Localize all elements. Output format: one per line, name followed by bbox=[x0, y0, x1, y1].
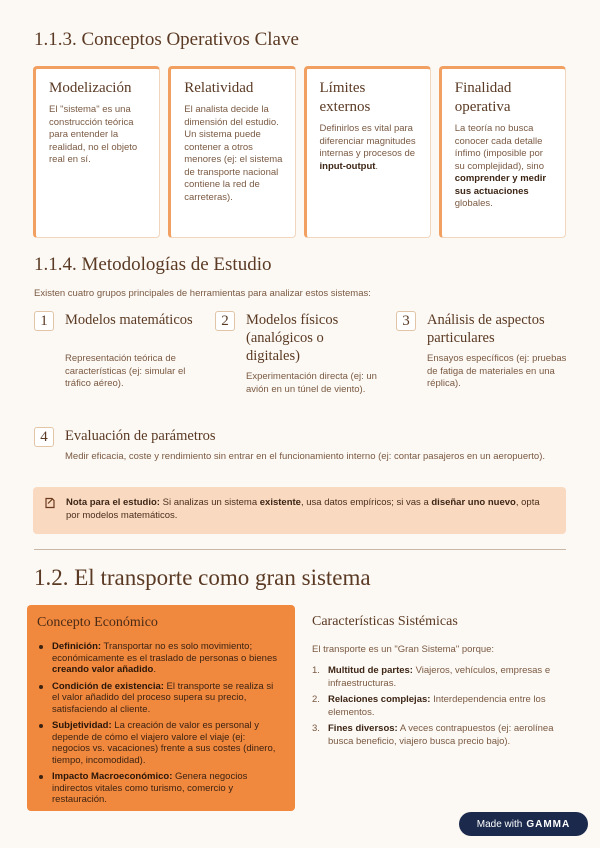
card-text: El analista decide la dimensión del estudio. Un sistema puede contener a otros menores (ej: el sistema de transporte nacional contiene la red de carreteras). bbox=[184, 104, 283, 203]
concept-cards bbox=[33, 66, 566, 238]
study-note: Nota para el estudio: Si analizas un sistema existente, usa datos empíricos; si vas a diseñar uno nuevo, opta por modelos matemáticos. bbox=[33, 487, 566, 534]
card-title: Límites externos bbox=[319, 80, 371, 115]
section-title-transport: 1.2. El transporte como gran sistema bbox=[34, 565, 371, 590]
systemic-characteristics bbox=[312, 614, 566, 752]
method-desc: Representación teórica de características (ej: simular el tráfico aéreo). bbox=[65, 353, 186, 389]
list-item: Impacto Macroeconómico: Genera negocios indirectos vitales como turismo, comercio y restauración. bbox=[37, 771, 281, 806]
economic-concept-panel bbox=[27, 605, 295, 811]
section-divider bbox=[34, 549, 566, 550]
badge-prefix: Made with bbox=[476, 818, 523, 830]
method-number: 2 bbox=[215, 311, 235, 331]
method-desc: Medir eficacia, coste y rendimiento sin entrar en el funcionamiento interno (ej: contar pasajeros en un aeropuerto). bbox=[65, 451, 546, 462]
card-title: Relatividad bbox=[184, 80, 254, 96]
gamma-logo: GAMMA bbox=[526, 818, 571, 830]
systemic-title: Características Sistémicas bbox=[312, 614, 458, 629]
list-item: Subjetividad: La creación de valor es personal y depende de cómo el viajero valore el viaje (ej: negocios vs. vacaciones) frente a sus costes (dinero, tiempo, incomodidad). bbox=[37, 720, 281, 766]
method-item-2 bbox=[215, 311, 395, 411]
method-number: 4 bbox=[34, 427, 54, 447]
method-title: Análisis de aspectos particulares bbox=[427, 312, 545, 346]
section-title-concepts: 1.1.3. Conceptos Operativos Clave bbox=[34, 29, 299, 50]
method-title: Evaluación de parámetros bbox=[65, 428, 216, 444]
concept-card-finalidad bbox=[439, 66, 566, 238]
card-text: Definirlos es vital para diferenciar magnitudes internas y procesos de input-output. bbox=[319, 123, 416, 172]
list-item: 3. Fines diversos: A veces contrapuestos (ej: aerolínea busca beneficio, viajero busca precio bajo). bbox=[312, 723, 554, 747]
method-desc: Experimentación directa (ej: un avión en un túnel de viento). bbox=[246, 371, 377, 395]
concept-card-relatividad bbox=[168, 66, 295, 238]
list-item: 2. Relaciones complejas: Interdependencia entre los elementos. bbox=[312, 694, 546, 718]
economic-list bbox=[37, 641, 281, 806]
section-title-methodologies: 1.1.4. Metodologías de Estudio bbox=[34, 254, 272, 275]
method-title: Modelos matemáticos bbox=[65, 312, 193, 328]
method-title: Modelos físicos (analógicos o digitales) bbox=[246, 312, 339, 364]
list-item: Definición: Transportar no es solo movimiento; económicamente es el traslado de personas o bienes creando valor añadido. bbox=[37, 641, 281, 676]
list-item: 1. Multitud de partes: Viajeros, vehículos, empresas e infraestructuras. bbox=[312, 665, 551, 689]
method-item-3 bbox=[396, 311, 571, 401]
systemic-intro: El transporte es un "Gran Sistema" porque: bbox=[312, 644, 495, 655]
method-desc: Ensayos específicos (ej: pruebas de fatiga de materiales en una réplica). bbox=[427, 353, 567, 389]
card-title: Finalidad operativa bbox=[454, 80, 512, 115]
card-text: La teoría no busca conocer cada detalle ínfimo (imposible por su complejidad), sino comprender y medir sus actuaciones globales. bbox=[454, 123, 547, 209]
card-text: El "sistema" es una construcción teórica para entender la realidad, no el objeto real en sí. bbox=[49, 104, 138, 165]
method-number: 3 bbox=[396, 311, 416, 331]
method-item-4 bbox=[34, 427, 566, 479]
list-item: Condición de existencia: El transporte se realiza si el valor añadido del proceso supera su precio, satisfaciendo al cliente. bbox=[37, 681, 281, 716]
methodologies-intro: Existen cuatro grupos principales de herramientas para analizar estos sistemas: bbox=[34, 288, 371, 299]
concept-card-modelizacion bbox=[33, 66, 160, 238]
card-title: Modelización bbox=[49, 80, 132, 96]
method-number: 1 bbox=[34, 311, 54, 331]
note-icon bbox=[44, 497, 56, 509]
method-item-1 bbox=[34, 311, 214, 401]
economic-concept-title: Concepto Económico bbox=[37, 615, 158, 630]
concept-card-limites bbox=[304, 66, 431, 238]
systemic-list bbox=[312, 665, 566, 748]
made-with-gamma-badge[interactable] bbox=[459, 812, 588, 836]
